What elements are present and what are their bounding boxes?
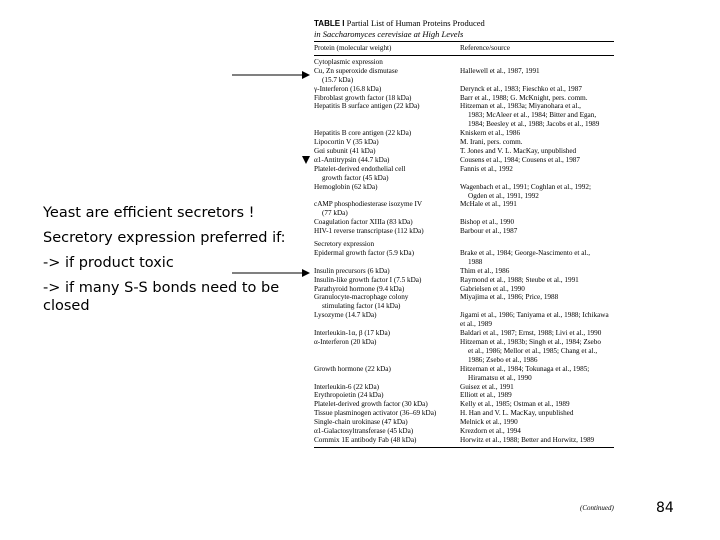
reference-cell: Derynck et al., 1983; Fieschko et al., 1987 <box>460 84 582 93</box>
col-header-protein: Protein (molecular weight) <box>314 44 392 52</box>
table-marker-icon <box>302 156 310 164</box>
page-number: 84 <box>656 500 674 516</box>
arrow-cytoplasmic <box>232 70 312 80</box>
protein-cell: Gαi subunit (41 kDa) <box>314 146 376 155</box>
table-row <box>314 249 614 267</box>
reference-cell: Hitzeman et al., 1983b; Singh et al., 1984; Zsebo et al., 1986; Mellor et al., 1985; Chang et al., 1986; Zsebo et al., 1986 <box>460 338 601 364</box>
table-row <box>314 338 614 365</box>
reference-cell: Hitzeman et al., 1983a; Miyanohara et al., 1983; McAleer et al., 1984; Bitter and Egan, 1984; Beesley et al., 1988; Jacobs et al., 1989 <box>460 102 600 129</box>
arrow-secretory <box>232 268 312 278</box>
table-row <box>314 156 614 165</box>
protein-cell: HIV-1 reverse transcriptase (112 kDa) <box>314 227 424 236</box>
protein-cell: Insulin-like growth factor I (7.5 kDa) <box>314 275 422 284</box>
table-title <box>314 18 614 39</box>
reference-cell: Guisez et al., 1991 <box>460 382 514 391</box>
reference-cell: Elliott et al., 1989 <box>460 391 512 400</box>
protein-cell: Platelet-derived endothelial cell growth factor (45 kDa) <box>314 164 406 182</box>
table-row <box>314 147 614 156</box>
table-row <box>314 165 614 183</box>
table-row <box>314 418 614 427</box>
table-row <box>314 227 614 236</box>
reference-cell: Barr et al., 1988; G. McKnight, pers. comm. <box>460 93 588 102</box>
table-row <box>314 311 614 329</box>
protein-cell: Erythropoietin (24 kDa) <box>314 391 384 400</box>
reference-cell: Baldari et al., 1987; Ernst, 1988; Livi et al., 1990 <box>460 329 602 338</box>
protein-cell: Fibroblast growth factor (18 kDa) <box>314 93 412 102</box>
cytoplasmic-rows <box>314 67 614 236</box>
reference-cell: Krezdorn et al., 1994 <box>460 427 521 436</box>
secretory-rows <box>314 249 614 445</box>
table-row <box>314 276 614 285</box>
reference-cell: Jigami et al., 1986; Taniyama et al., 1988; Ichikawa et al., 1989 <box>460 311 609 329</box>
reference-cell: M. Irani, pers. comm. <box>460 138 523 147</box>
reference-cell: Hallewell et al., 1987, 1991 <box>460 66 540 75</box>
table-row <box>314 293 614 311</box>
protein-cell: Hemoglobin (62 kDa) <box>314 182 378 191</box>
protein-table <box>314 18 614 450</box>
reference-cell: T. Jones and V. L. MacKay, unpublished <box>460 146 577 155</box>
section-secretory: Secretory expression <box>314 240 375 249</box>
protein-cell: Lipocortin V (35 kDa) <box>314 138 379 147</box>
speaker-notes <box>43 204 288 322</box>
protein-cell: Hepatitis B core antigen (22 kDa) <box>314 129 412 138</box>
protein-cell: Cornmix 1E antibody Fab (48 kDa) <box>314 435 417 444</box>
note-line-2: Secretory expression preferred if: <box>43 230 286 246</box>
reference-cell: Hitzeman et al., 1984; Tokunaga et al., 1985; Hiramatsu et al., 1990 <box>460 364 590 382</box>
table-row <box>314 383 614 392</box>
reference-cell: Cousens et al., 1984; Cousens et al., 1987 <box>460 155 580 164</box>
protein-cell: α1-Galactosyltransferase (45 kDa) <box>314 427 414 436</box>
protein-cell: Hepatitis B surface antigen (22 kDa) <box>314 102 420 111</box>
protein-cell: Epidermal growth factor (5.9 kDa) <box>314 248 414 257</box>
note-line-3: -> if product toxic <box>43 255 174 271</box>
protein-cell: Single-chain urokinase (47 kDa) <box>314 418 408 427</box>
note-line-1: Yeast are efficient secretors ! <box>43 205 255 221</box>
reference-cell: Wagenbach et al., 1991; Coghlan et al., 1992; Ogden et al., 1991, 1992 <box>460 182 591 200</box>
protein-cell: Parathyroid hormone (9.4 kDa) <box>314 284 405 293</box>
table-header-row <box>314 44 614 53</box>
protein-cell: Tissue plasminogen activator (36–69 kDa) <box>314 409 437 418</box>
table-row <box>314 67 614 85</box>
table-row <box>314 94 614 103</box>
table-row <box>314 138 614 147</box>
table-row <box>314 85 614 94</box>
protein-cell: γ-Interferon (16.8 kDa) <box>314 84 382 93</box>
reference-cell: Fannis et al., 1992 <box>460 164 513 173</box>
table-label: TABLE I <box>314 19 345 28</box>
reference-cell: Kelly et al., 1985; Ostman et al., 1989 <box>460 400 570 409</box>
reference-cell: Thim et al., 1986 <box>460 266 510 275</box>
section-cytoplasmic: Cytoplasmic expression <box>314 57 383 66</box>
protein-cell: Granulocyte-macrophage colony stimulating factor (14 kDa) <box>314 293 409 311</box>
protein-cell: Lysozyme (14.7 kDa) <box>314 311 377 320</box>
table-row <box>314 409 614 418</box>
reference-cell: Gabrielsen et al., 1990 <box>460 284 525 293</box>
protein-cell: Growth hormone (22 kDa) <box>314 364 391 373</box>
reference-cell: Horwitz et al., 1988; Better and Horwitz, 1989 <box>460 435 595 444</box>
note-line-4: -> if many S-S bonds need to be closed <box>43 280 280 314</box>
protein-cell: Cu, Zn superoxide dismutase (15.7 kDa) <box>314 66 398 84</box>
reference-cell: Bishop et al., 1990 <box>460 218 515 227</box>
table-row <box>314 129 614 138</box>
col-header-reference: Reference/source <box>460 44 510 52</box>
protein-cell: cAMP phosphodiesterase isozyme IV (77 kDa) <box>314 200 423 218</box>
reference-cell: Miyajima et al., 1986; Price, 1988 <box>460 293 559 302</box>
table-row <box>314 183 614 201</box>
table-row <box>314 200 614 218</box>
protein-cell: α1-Antitrypsin (44.7 kDa) <box>314 155 390 164</box>
table-row <box>314 285 614 294</box>
table-title-text2: in Saccharomyces cerevisiae at High Levels <box>314 29 464 39</box>
table-title-text: Partial List of Human Proteins Produced <box>346 18 485 28</box>
protein-cell: Coagulation factor XIIIa (83 kDa) <box>314 218 413 227</box>
table-row <box>314 218 614 227</box>
continued-label: (Continued) <box>580 504 614 512</box>
table-row <box>314 365 614 383</box>
reference-cell: Kniskern et al., 1986 <box>460 129 521 138</box>
table-row <box>314 436 614 445</box>
table-row <box>314 102 614 129</box>
protein-cell: Platelet-derived growth factor (30 kDa) <box>314 400 428 409</box>
reference-cell: Barbour et al., 1987 <box>460 227 518 236</box>
table-row <box>314 427 614 436</box>
protein-cell: Interleukin-6 (22 kDa) <box>314 382 380 391</box>
protein-cell: α-Interferon (20 kDa) <box>314 338 377 346</box>
reference-cell: Melnick et al., 1990 <box>460 418 518 427</box>
protein-cell: Interleukin-1α, β (17 kDa) <box>314 329 391 338</box>
reference-cell: Brake et al., 1984; George-Nascimento et al., 1988 <box>460 248 590 266</box>
table-row <box>314 400 614 409</box>
reference-cell: Raymond et al., 1988; Steube et al., 1991 <box>460 275 579 284</box>
table-row <box>314 391 614 400</box>
reference-cell: McHale et al., 1991 <box>460 200 517 209</box>
reference-cell: H. Han and V. L. MacKay, unpublished <box>460 409 574 418</box>
table-row <box>314 267 614 276</box>
table-row <box>314 329 614 338</box>
protein-cell: Insulin precursors (6 kDa) <box>314 266 390 275</box>
